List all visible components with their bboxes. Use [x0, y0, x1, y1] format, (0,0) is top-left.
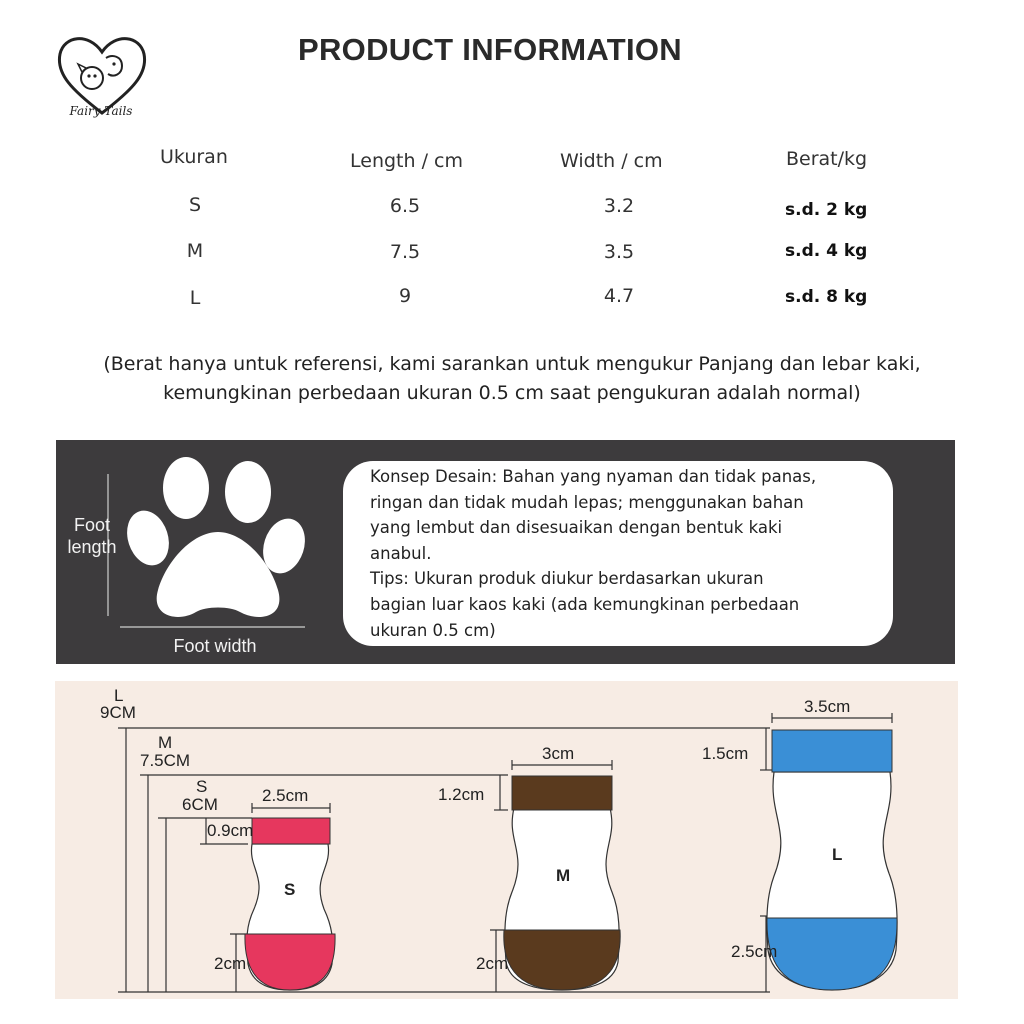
table-header-length: Length / cm — [350, 150, 463, 172]
sock-s-letter: S — [284, 880, 296, 899]
sock-m-letter: M — [556, 866, 571, 885]
foot-width-label: Foot width — [173, 636, 257, 656]
table-cell-width: 4.7 — [603, 285, 635, 307]
table-header-size: Ukuran — [160, 146, 228, 168]
table-cell-length: 6.5 — [389, 195, 421, 217]
table-cell-weight: s.d. 4 kg — [785, 241, 868, 261]
sock-m-width-label: 3cm — [542, 744, 575, 763]
note-line: kemungkinan perbedaan ukuran 0.5 cm saat pengukuran adalah normal) — [163, 382, 861, 404]
info-line: Konsep Desain: Bahan yang nyaman dan tidak panas, — [370, 467, 817, 486]
info-line: bagian luar kaos kaki (ada kemungkinan perbedaan — [370, 594, 800, 614]
info-line: ukuran 0.5 cm) — [370, 620, 496, 640]
table-header-width: Width / cm — [560, 150, 663, 172]
table-cell-length: 7.5 — [389, 241, 421, 263]
sock-s-sole-label: 2cm — [214, 954, 247, 973]
note-line: (Berat hanya untuk referensi, kami sarankan untuk mengukur Panjang dan lebar kaki, — [103, 353, 921, 375]
info-line: ringan dan tidak mudah lepas; menggunakan bahan — [370, 492, 804, 512]
table-cell-length: 9 — [398, 285, 412, 307]
table-cell-weight: s.d. 2 kg — [785, 200, 868, 220]
sock-l-sole-label: 2.5cm — [731, 942, 778, 961]
page-title: PRODUCT INFORMATION — [298, 32, 682, 67]
table-cell-size: S — [188, 194, 202, 216]
foot-length-label-line: Foot — [73, 515, 111, 535]
sock-m-cuff-label: 1.2cm — [438, 785, 485, 804]
info-line: yang lembut dan disesuaikan dengan bentuk kaki — [370, 518, 783, 538]
sock-l-width-label: 3.5cm — [804, 697, 851, 716]
sock-s-illustration — [240, 814, 340, 996]
height-label-l-letter: L — [114, 686, 124, 705]
table-cell-width: 3.5 — [603, 241, 635, 263]
sock-s-width-label: 2.5cm — [262, 786, 309, 805]
height-label-m-letter: M — [158, 733, 173, 752]
sock-s-cuff-label: 0.9cm — [207, 821, 254, 840]
brand-logo-text: Fairy Tails — [69, 104, 133, 118]
table-cell-size: M — [186, 240, 204, 262]
height-label-m-value: 7.5CM — [140, 751, 191, 770]
table-header-weight: Berat/kg — [786, 148, 868, 170]
info-line: Tips: Ukuran produk diukur berdasarkan ukuran — [370, 569, 764, 589]
sock-l-letter: L — [832, 845, 843, 864]
sock-l-cuff-label: 1.5cm — [702, 744, 749, 763]
height-label-l-value: 9CM — [100, 703, 136, 722]
info-line: anabul. — [370, 543, 432, 563]
height-label-s-letter: S — [196, 777, 208, 796]
table-cell-width: 3.2 — [603, 195, 635, 217]
table-cell-size: L — [189, 287, 201, 309]
table-cell-weight: s.d. 8 kg — [785, 287, 868, 307]
sock-m-sole-label: 2cm — [476, 954, 509, 973]
height-label-s-value: 6CM — [182, 795, 218, 814]
foot-length-label-line: length — [67, 537, 117, 557]
